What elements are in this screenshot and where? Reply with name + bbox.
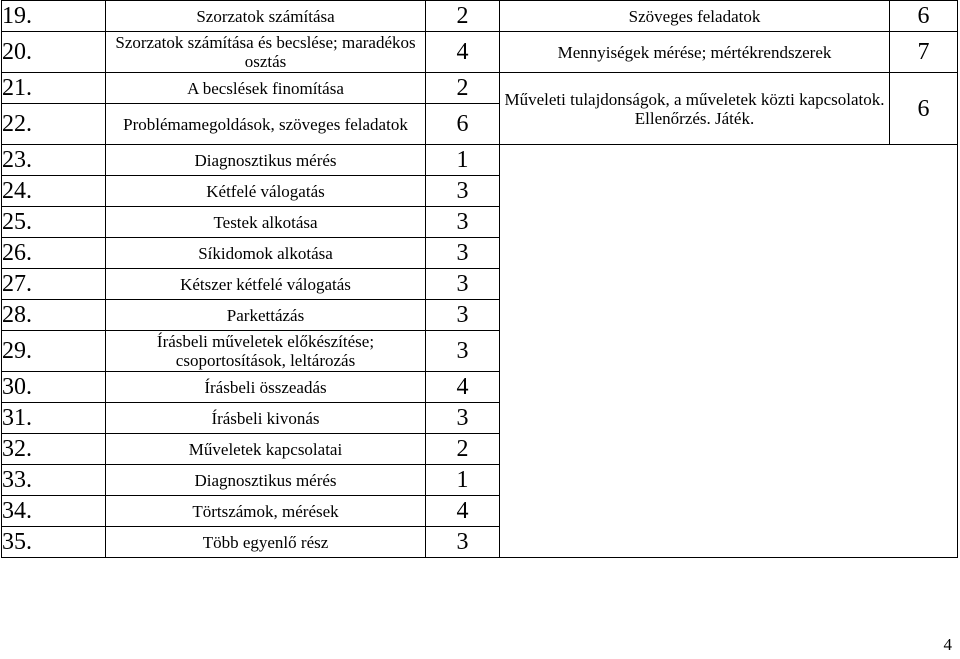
lesson-hours: 3 <box>426 207 500 238</box>
lesson-number: 23. <box>2 145 106 176</box>
lesson-topic: Diagnosztikus mérés <box>106 465 426 496</box>
lesson-number: 22. <box>2 104 106 145</box>
lesson-hours: 3 <box>426 403 500 434</box>
lesson-hours: 4 <box>426 372 500 403</box>
lesson-number: 32. <box>2 434 106 465</box>
lesson-number: 25. <box>2 207 106 238</box>
lesson-number: 28. <box>2 300 106 331</box>
lesson-topic: Testek alkotása <box>106 207 426 238</box>
table-row <box>2 32 958 73</box>
lesson-hours: 3 <box>426 238 500 269</box>
page-number: 4 <box>943 635 952 654</box>
lesson-hours: 2 <box>426 434 500 465</box>
table-row <box>2 73 958 104</box>
lesson-topic: Diagnosztikus mérés <box>106 145 426 176</box>
lesson-hours: 3 <box>426 269 500 300</box>
lesson-number: 35. <box>2 527 106 558</box>
lesson-number: 21. <box>2 73 106 104</box>
lesson-hours: 1 <box>426 465 500 496</box>
table-row <box>2 1 958 32</box>
lesson-number: 34. <box>2 496 106 527</box>
lesson-hours: 2 <box>426 73 500 104</box>
lesson-topic: Parkettázás <box>106 300 426 331</box>
lesson-topic: Írásbeli műveletek előkészítése; csoportosítások, leltározás <box>106 331 426 372</box>
lesson-hours: 3 <box>426 331 500 372</box>
table-row <box>2 145 958 176</box>
topic-area: Mennyiségek mérése; mértékrendszerek <box>500 32 890 73</box>
lesson-number: 31. <box>2 403 106 434</box>
lesson-hours: 3 <box>426 527 500 558</box>
lesson-topic: Írásbeli kivonás <box>106 403 426 434</box>
lesson-topic: Több egyenlő rész <box>106 527 426 558</box>
lesson-topic: Síkidomok alkotása <box>106 238 426 269</box>
lesson-number: 20. <box>2 32 106 73</box>
lesson-hours: 4 <box>426 496 500 527</box>
lesson-number: 33. <box>2 465 106 496</box>
topic-area-hours: 7 <box>890 32 958 73</box>
topic-area: Műveleti tulajdonságok, a műveletek közti kapcsolatok. Ellenőrzés. Játék. <box>500 73 890 145</box>
lesson-topic: Műveletek kapcsolatai <box>106 434 426 465</box>
curriculum-table <box>1 0 958 558</box>
lesson-number: 29. <box>2 331 106 372</box>
lesson-number: 24. <box>2 176 106 207</box>
lesson-hours: 4 <box>426 32 500 73</box>
lesson-number: 19. <box>2 1 106 32</box>
lesson-hours: 6 <box>426 104 500 145</box>
topic-area: Szöveges feladatok <box>500 1 890 32</box>
lesson-topic: A becslések finomítása <box>106 73 426 104</box>
topic-area-hours: 6 <box>890 73 958 145</box>
lesson-topic: Szorzatok számítása <box>106 1 426 32</box>
lesson-number: 26. <box>2 238 106 269</box>
blank-area <box>500 145 958 558</box>
lesson-number: 30. <box>2 372 106 403</box>
lesson-hours: 3 <box>426 300 500 331</box>
lesson-topic: Problémamegoldások, szöveges feladatok <box>106 104 426 145</box>
lesson-hours: 3 <box>426 176 500 207</box>
lesson-topic: Szorzatok számítása és becslése; maradékos osztás <box>106 32 426 73</box>
lesson-topic: Kétszer kétfelé válogatás <box>106 269 426 300</box>
lesson-topic: Írásbeli összeadás <box>106 372 426 403</box>
lesson-topic: Kétfelé válogatás <box>106 176 426 207</box>
topic-area-hours: 6 <box>890 1 958 32</box>
lesson-topic: Törtszámok, mérések <box>106 496 426 527</box>
lesson-hours: 1 <box>426 145 500 176</box>
lesson-number: 27. <box>2 269 106 300</box>
lesson-hours: 2 <box>426 1 500 32</box>
